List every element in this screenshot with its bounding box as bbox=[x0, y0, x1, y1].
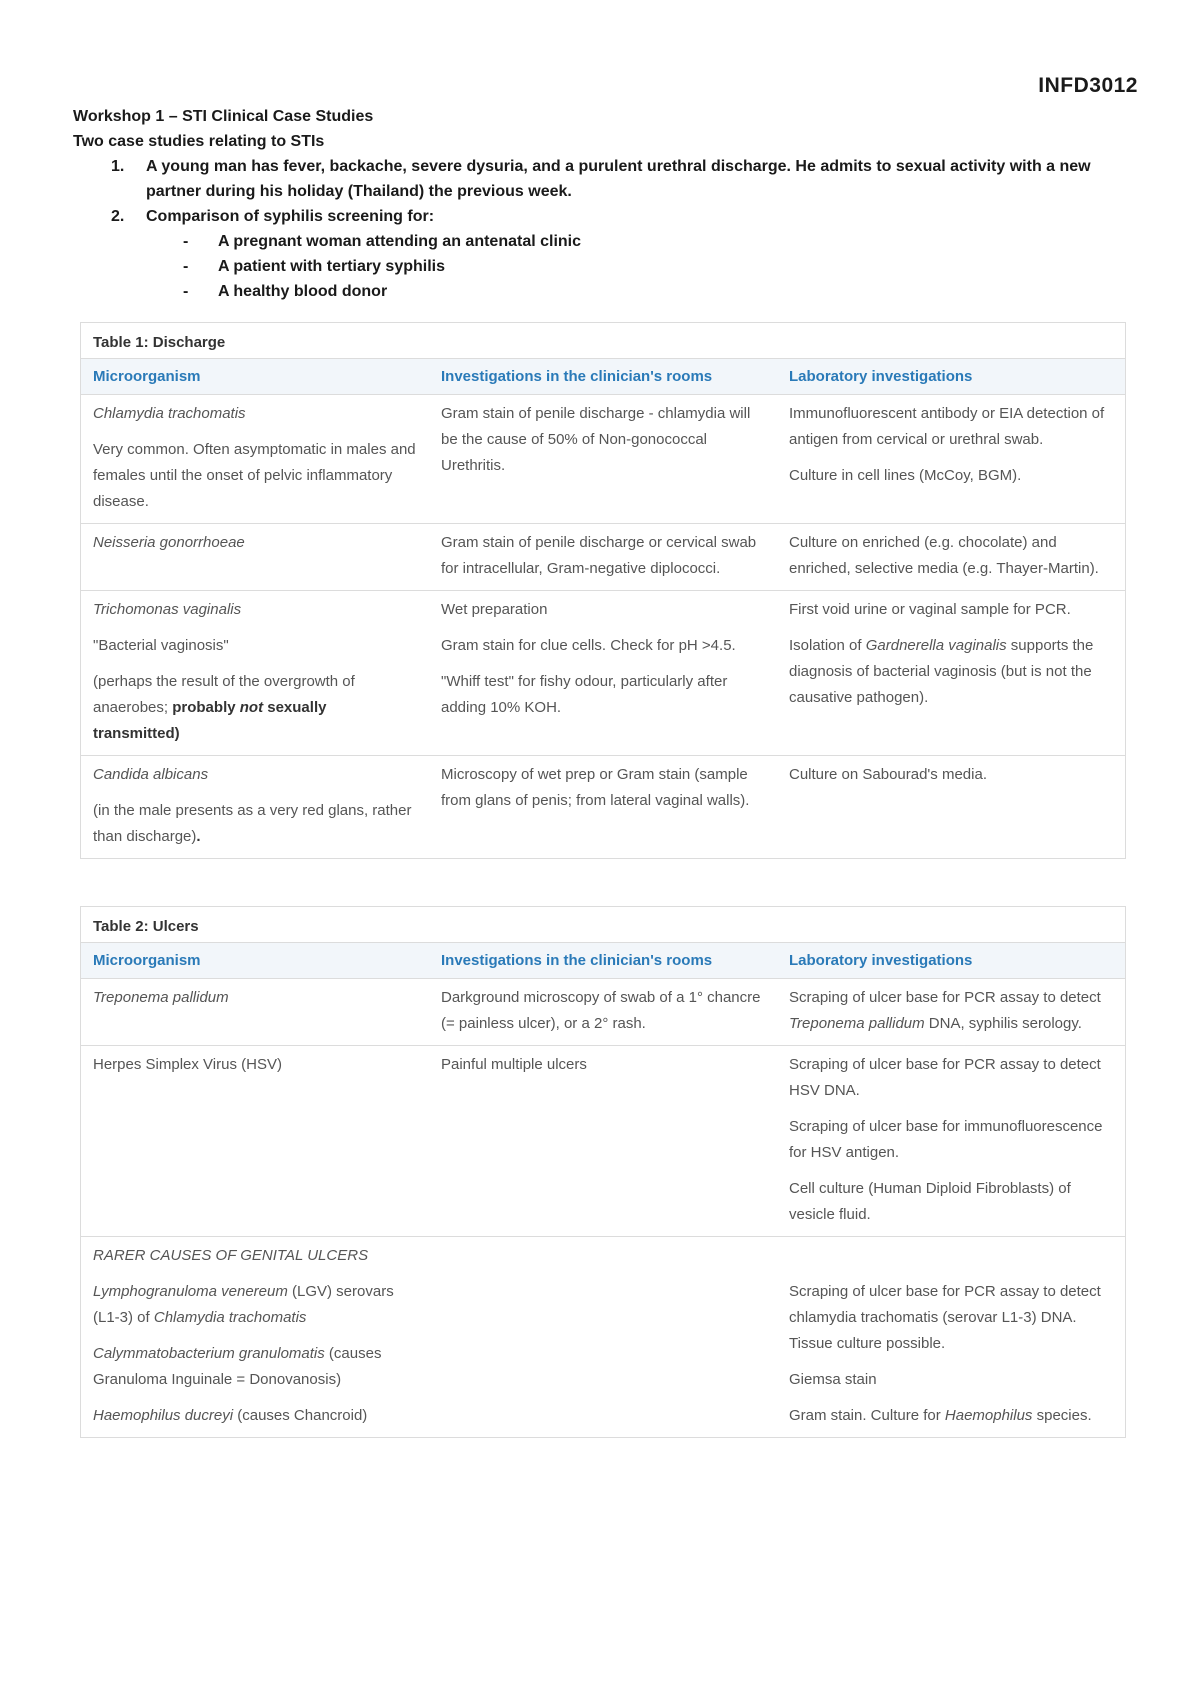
organism-name: "Bacterial vaginosis" bbox=[93, 637, 229, 654]
dash-bullet: - bbox=[183, 258, 189, 275]
note-text: (perhaps the result of the overgrowth of anaerobes; bbox=[93, 673, 355, 716]
note-bold-italic: not bbox=[239, 699, 264, 716]
organism-cell bbox=[81, 591, 429, 755]
organism-text: (causes Granuloma Inguinale = Donovanosis) bbox=[93, 1345, 382, 1388]
table-row bbox=[81, 591, 1125, 756]
case-item-1 bbox=[73, 154, 1143, 204]
screening-item bbox=[73, 229, 1143, 254]
lab-text: Culture in cell lines (McCoy, BGM). bbox=[789, 467, 1022, 484]
note-bold: probably bbox=[172, 699, 240, 716]
organism-name bbox=[93, 1279, 417, 1331]
lab-text: Immunofluorescent antibody or EIA detection of antigen from cervical or urethral swab. bbox=[789, 405, 1105, 448]
lab-text-italic: Haemophilus bbox=[944, 1407, 1033, 1424]
col-header-clinic: Investigations in the clinician's rooms bbox=[441, 952, 713, 969]
case-number: 1. bbox=[111, 158, 125, 175]
organism-name bbox=[93, 1403, 417, 1429]
clinic-cell bbox=[429, 395, 777, 523]
clinic-cell bbox=[429, 979, 777, 1045]
lab-text: Cell culture (Human Diploid Fibroblasts) of vesicle fluid. bbox=[789, 1180, 1071, 1223]
course-code: INFD3012 bbox=[1038, 74, 1138, 97]
table-row bbox=[81, 395, 1125, 524]
clinic-text: Darkground microscopy of swab of a 1° chancre (= painless ulcer), or a 2° rash. bbox=[441, 989, 761, 1032]
lab-cell bbox=[777, 979, 1125, 1045]
dash-bullet: - bbox=[183, 283, 189, 300]
case-text: Comparison of syphilis screening for: bbox=[146, 208, 435, 225]
lab-text-italic: Gardnerella vaginalis bbox=[865, 637, 1007, 654]
lab-text-italic: Treponema pallidum bbox=[789, 1015, 925, 1032]
lab-text: First void urine or vaginal sample for PCR. bbox=[789, 601, 1071, 618]
screening-item bbox=[73, 254, 1143, 279]
clinic-text: Gram stain for clue cells. Check for pH >4.5. bbox=[441, 637, 736, 654]
clinic-text: Gram stain of penile discharge - chlamydia will be the cause of 50% of Non-gonococcal Urethritis. bbox=[441, 405, 751, 474]
lab-text: Giemsa stain bbox=[789, 1371, 877, 1388]
lab-text bbox=[789, 985, 1113, 1037]
case-text: A young man has fever, backache, severe dysuria, and a purulent urethral discharge. He admits to sexual activity with a new partner during his holiday (Thailand) the previous week. bbox=[146, 158, 1091, 200]
organism-text: (LGV) serovars (L1-3) of bbox=[93, 1283, 394, 1326]
section-label: RARER CAUSES OF GENITAL ULCERS bbox=[93, 1247, 369, 1264]
col-header-lab: Laboratory investigations bbox=[789, 952, 973, 969]
organism-italic: Calymmatobacterium granulomatis bbox=[93, 1345, 325, 1362]
note-bold: . bbox=[196, 828, 201, 845]
lab-text: Culture on enriched (e.g. chocolate) and enriched, selective media (e.g. Thayer-Martin). bbox=[789, 534, 1099, 577]
organism-name: Chlamydia trachomatis bbox=[93, 405, 246, 422]
organism-name: Candida albicans bbox=[93, 766, 209, 783]
clinic-text: Microscopy of wet prep or Gram stain (sample from glans of penis; from lateral vaginal walls). bbox=[441, 766, 750, 809]
lab-text-part: species. bbox=[1032, 1407, 1092, 1424]
lab-text: Scraping of ulcer base for immunofluorescence for HSV antigen. bbox=[789, 1118, 1103, 1161]
lab-text-part: Scraping of ulcer base for PCR assay to detect bbox=[789, 989, 1101, 1006]
lab-text bbox=[789, 1403, 1113, 1429]
table-title-row bbox=[81, 322, 1125, 359]
table-title-row bbox=[81, 906, 1125, 943]
organism-note bbox=[93, 798, 417, 850]
lab-cell bbox=[777, 1046, 1125, 1236]
clinic-cell bbox=[429, 1237, 777, 1437]
clinic-text: "Whiff test" for fishy odour, particularly after adding 10% KOH. bbox=[441, 673, 728, 716]
table-title: Table 2: Ulcers bbox=[93, 918, 199, 935]
workshop-subtitle: Two case studies relating to STIs bbox=[73, 133, 325, 150]
clinic-cell bbox=[429, 1046, 777, 1236]
organism-cell bbox=[81, 1046, 429, 1236]
organism-cell bbox=[81, 979, 429, 1045]
lab-text-part: supports the diagnosis of bacterial vaginosis (but is not the causative pathogen). bbox=[789, 637, 1094, 706]
discharge-table bbox=[80, 322, 1126, 859]
screening-text: A patient with tertiary syphilis bbox=[218, 258, 446, 275]
lab-text-part: Gram stain. Culture for bbox=[789, 1407, 945, 1424]
organism-name: Trichomonas vaginalis bbox=[93, 601, 242, 618]
lab-cell bbox=[777, 395, 1125, 523]
organism-name bbox=[93, 1341, 417, 1393]
table-header-row bbox=[81, 943, 1125, 979]
organism-name: Herpes Simplex Virus (HSV) bbox=[93, 1056, 282, 1073]
table-row bbox=[81, 1046, 1125, 1237]
case-item-2 bbox=[73, 204, 1143, 304]
organism-italic: Lymphogranuloma venereum bbox=[93, 1283, 288, 1300]
lab-cell bbox=[777, 1237, 1125, 1437]
organism-name: Neisseria gonorrhoeae bbox=[93, 534, 245, 551]
organism-note: Very common. Often asymptomatic in males and females until the onset of pelvic inflammatory disease. bbox=[93, 441, 416, 510]
col-header-clinic: Investigations in the clinician's rooms bbox=[441, 368, 713, 385]
organism-italic: Haemophilus ducreyi bbox=[93, 1407, 234, 1424]
lab-cell bbox=[777, 524, 1125, 590]
clinic-cell bbox=[429, 591, 777, 755]
lab-text-part: DNA, syphilis serology. bbox=[924, 1015, 1082, 1032]
lab-cell bbox=[777, 591, 1125, 755]
organism-cell bbox=[81, 524, 429, 590]
screening-text: A healthy blood donor bbox=[218, 283, 388, 300]
screening-text: A pregnant woman attending an antenatal clinic bbox=[218, 233, 582, 250]
organism-cell bbox=[81, 395, 429, 523]
screening-list bbox=[146, 229, 1143, 304]
case-number: 2. bbox=[111, 208, 125, 225]
workshop-header bbox=[73, 104, 1143, 304]
organism-note bbox=[93, 669, 417, 747]
lab-text-part: Isolation of bbox=[789, 637, 866, 654]
col-header-microorganism: Microorganism bbox=[93, 368, 201, 385]
table-row bbox=[81, 979, 1125, 1046]
clinic-text: Painful multiple ulcers bbox=[441, 1056, 587, 1073]
table-title: Table 1: Discharge bbox=[93, 334, 226, 351]
organism-text: (causes Chancroid) bbox=[233, 1407, 368, 1424]
case-list bbox=[73, 154, 1143, 304]
workshop-title: Workshop 1 – STI Clinical Case Studies bbox=[73, 108, 374, 125]
lab-cell bbox=[777, 756, 1125, 858]
col-header-lab: Laboratory investigations bbox=[789, 368, 973, 385]
clinic-cell bbox=[429, 756, 777, 858]
note-text: (in the male presents as a very red glans, rather than discharge) bbox=[93, 802, 412, 845]
col-header-microorganism: Microorganism bbox=[93, 952, 201, 969]
organism-cell bbox=[81, 1237, 429, 1437]
lab-text: Scraping of ulcer base for PCR assay to detect chlamydia trachomatis (serovar L1-3) DNA. Tissue culture possible. bbox=[789, 1283, 1101, 1352]
table-row bbox=[81, 1237, 1125, 1437]
lab-text bbox=[789, 633, 1113, 711]
dash-bullet: - bbox=[183, 233, 189, 250]
table-row bbox=[81, 524, 1125, 591]
note-bold: sexually transmitted) bbox=[93, 699, 327, 742]
clinic-cell bbox=[429, 524, 777, 590]
organism-italic: Chlamydia trachomatis bbox=[153, 1309, 307, 1326]
lab-text: Culture on Sabourad's media. bbox=[789, 766, 987, 783]
ulcers-table bbox=[80, 906, 1126, 1438]
table-header-row bbox=[81, 359, 1125, 395]
table-row bbox=[81, 756, 1125, 858]
screening-item bbox=[73, 279, 1143, 304]
organism-cell bbox=[81, 756, 429, 858]
organism-name: Treponema pallidum bbox=[93, 989, 229, 1006]
lab-text: Scraping of ulcer base for PCR assay to detect HSV DNA. bbox=[789, 1056, 1101, 1099]
clinic-text: Gram stain of penile discharge or cervical swab for intracellular, Gram-negative diplococci. bbox=[441, 534, 757, 577]
clinic-text: Wet preparation bbox=[441, 601, 548, 618]
